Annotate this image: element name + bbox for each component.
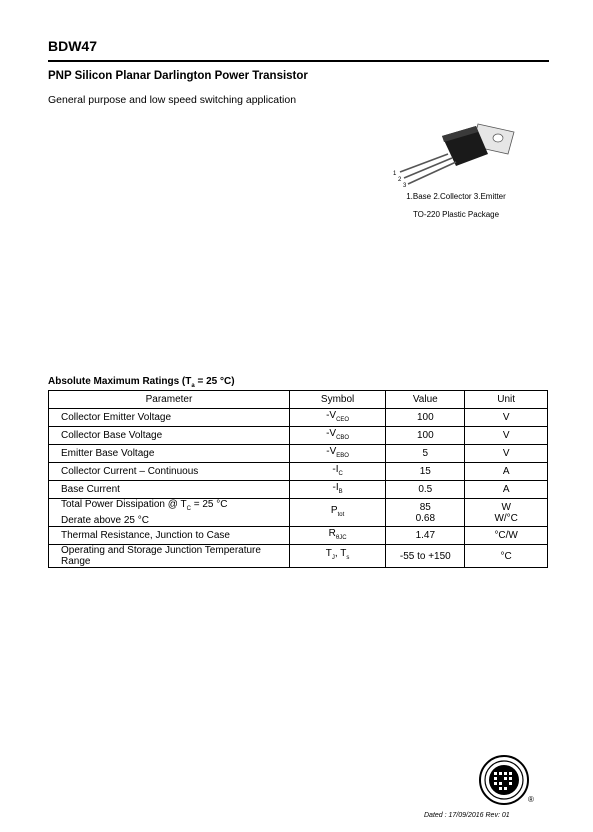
symbol-subscript: tot [337, 511, 345, 518]
column-header-parameter: Parameter [49, 391, 290, 409]
table-header-row [49, 391, 548, 409]
parameter-cell: Collector Emitter Voltage [49, 409, 290, 427]
ratings-title-sub: a [191, 383, 195, 389]
document-subtitle: PNP Silicon Planar Darlington Power Transistor [48, 70, 308, 82]
symbol-cell [289, 545, 385, 568]
unit-cell: V [465, 409, 548, 427]
revision-date-footer: Dated : 17/09/2016 Rev: 01 [424, 812, 510, 819]
pin-number-1: 1 [393, 171, 397, 177]
power-param-line2: Derate above 25 °C [61, 515, 149, 526]
table-row [49, 427, 548, 445]
symbol-text: T [325, 548, 332, 559]
value-cell: 5 [386, 445, 465, 463]
unit-cell: V [465, 445, 548, 463]
symbol-cell [289, 427, 385, 445]
symbol-text: R [328, 527, 336, 539]
symbol-subscript: J [331, 555, 335, 561]
package-type-caption: TO-220 Plastic Package [412, 210, 500, 219]
power-param-subscript: C [186, 506, 191, 512]
symbol-subscript: θJC [335, 534, 347, 541]
value-line1: 85 [419, 501, 431, 513]
value-cell: 0.5 [386, 481, 465, 499]
symbol-cell [289, 527, 385, 545]
unit-cell: A [465, 481, 548, 499]
registered-trademark-mark: ® [528, 795, 534, 804]
parameter-cell [49, 499, 290, 527]
symbol-text: -I [332, 463, 339, 475]
column-header-symbol: Symbol [289, 391, 385, 409]
product-description: General purpose and low speed switching application [48, 94, 297, 106]
unit-cell: °C [465, 545, 548, 568]
symbol-text: -V [326, 445, 337, 457]
value-cell: 1.47 [386, 527, 465, 545]
symbol-subscript: B [338, 488, 343, 495]
power-param-text: Total Power Dissipation @ T [61, 499, 187, 510]
symbol-cell [289, 481, 385, 499]
pin-assignment-caption: 1.Base 2.Collector 3.Emitter [406, 192, 506, 201]
absolute-maximum-ratings-table [48, 390, 548, 568]
parameter-cell: Collector Base Voltage [49, 427, 290, 445]
symbol-cell [289, 445, 385, 463]
value-cell: -55 to +150 [386, 545, 465, 568]
header-rule [48, 60, 549, 62]
symbol-cell [289, 409, 385, 427]
table-row [49, 463, 548, 481]
to220-package-illustration [390, 118, 520, 190]
unit-cell: °C/W [465, 527, 548, 545]
symbol-text: -I [332, 481, 339, 493]
parameter-cell: Thermal Resistance, Junction to Case [49, 527, 290, 545]
value-cell: 100 [386, 427, 465, 445]
symbol-text: -V [326, 427, 337, 439]
unit-line1: W [501, 501, 511, 513]
column-header-unit: Unit [465, 391, 548, 409]
pin-number-2: 2 [398, 177, 402, 183]
parameter-cell: Base Current [49, 481, 290, 499]
symbol-subscript: CBO [336, 434, 350, 441]
ratings-title-text: Absolute Maximum Ratings (T [48, 376, 192, 387]
value-cell: 100 [386, 409, 465, 427]
symbol-cell [289, 463, 385, 481]
parameter-cell: Operating and Storage Junction Temperature Range [49, 545, 290, 568]
parameter-cell: Collector Current – Continuous [49, 463, 290, 481]
table-row [49, 445, 548, 463]
unit-cell: V [465, 427, 548, 445]
power-param-line1 [61, 499, 286, 515]
symbol-text: -V [326, 409, 337, 421]
ratings-table-title [48, 376, 235, 389]
symbol-subscript: EBO [336, 452, 349, 459]
symbol-separator: , [334, 548, 341, 559]
table-row [49, 481, 548, 499]
table-row-thermal-resistance [49, 527, 548, 545]
value-cell [386, 499, 465, 527]
parameter-cell: Emitter Base Voltage [49, 445, 290, 463]
value-line2: 0.68 [415, 512, 436, 524]
column-header-value: Value [386, 391, 465, 409]
unit-cell [465, 499, 548, 527]
value-cell: 15 [386, 463, 465, 481]
unit-line2: W/°C [494, 512, 518, 524]
symbol-subscript: C [338, 470, 343, 477]
unit-cell: A [465, 463, 548, 481]
symbol-text: P [330, 504, 338, 516]
pin-number-3: 3 [403, 183, 407, 189]
package-leads [400, 154, 456, 184]
table-row-power-dissipation [49, 499, 548, 527]
symbol-subscript: CEO [336, 416, 350, 423]
symbol-text-2: T [340, 548, 347, 559]
ratings-title-rest: = 25 °C) [194, 376, 235, 387]
table-row [49, 409, 548, 427]
part-number: BDW47 [48, 38, 98, 54]
company-logo-icon [478, 754, 530, 806]
symbol-subscript-2: s [346, 555, 350, 561]
table-row-temperature-range [49, 545, 548, 568]
symbol-cell [289, 499, 385, 527]
power-param-condition: = 25 °C [190, 499, 228, 510]
